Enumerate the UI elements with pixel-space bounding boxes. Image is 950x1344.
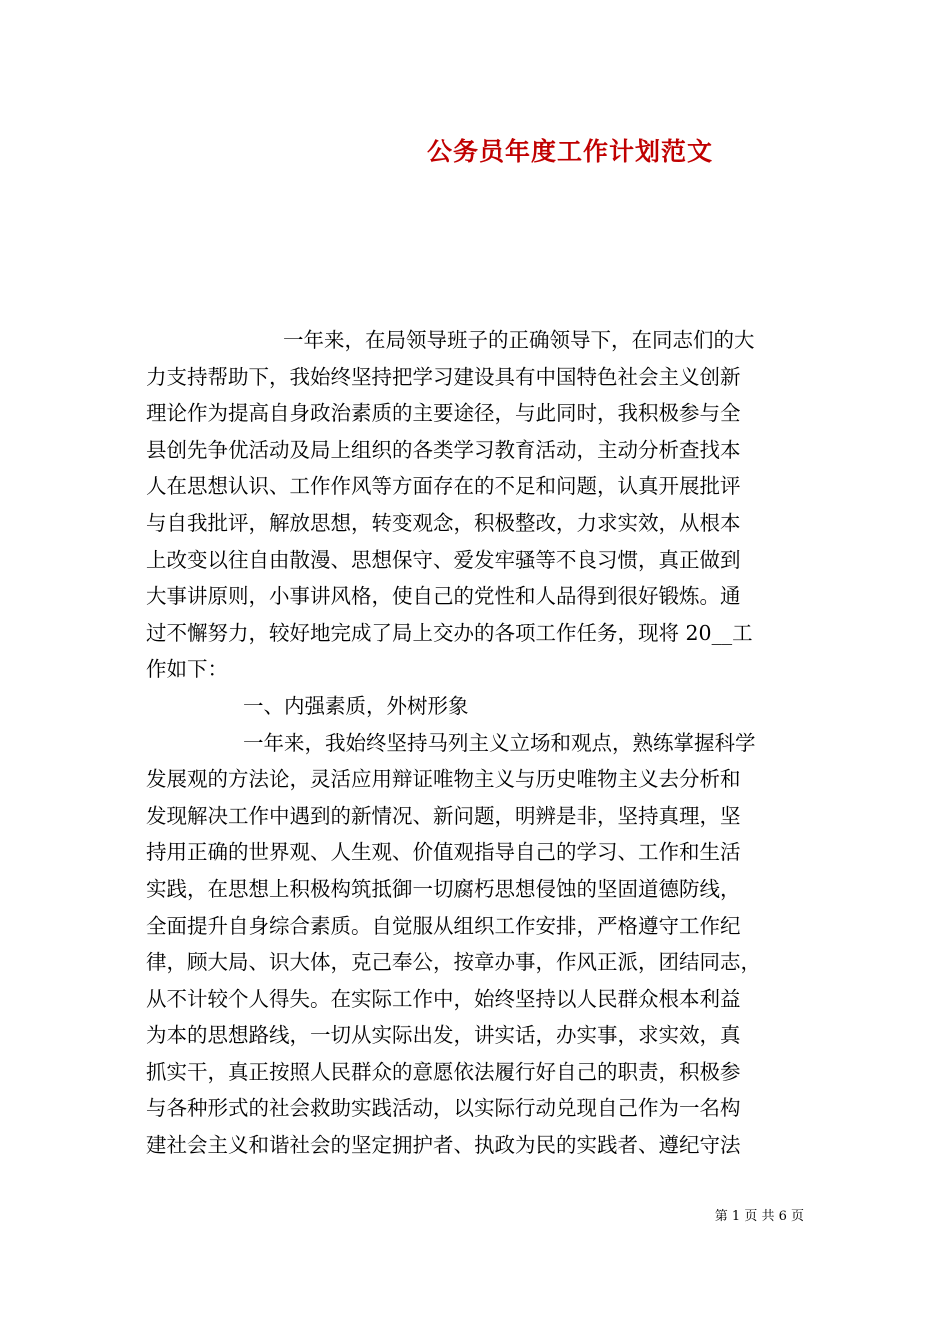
paragraph-line: 一年来，我始终坚持马列主义立场和观点，熟练掌握科学 [243, 730, 756, 755]
paragraph-line: 持用正确的世界观、人生观、价值观指导自己的学习、工作和生活 [146, 840, 741, 865]
page-number: 第 1 页 共 6 页 [714, 1209, 804, 1224]
paragraph-line: 与自我批评，解放思想，转变观念，积极整改，力求实效，从根本 [146, 510, 741, 535]
paragraph-line: 作如下： [146, 657, 228, 682]
document-body [146, 322, 806, 1164]
paragraph-line: 律，顾大局、识大体，克己奉公，按章办事，作风正派，团结同志， [146, 950, 761, 975]
paragraph-line: 一年来，在局领导班子的正确领导下，在同志们的大 [283, 328, 755, 352]
document-title: 公务员年度工作计划范文 [426, 137, 713, 166]
paragraph-line: 发现解决工作中遇到的新情况、新问题，明辨是非，坚持真理，坚 [146, 803, 741, 828]
paragraph-line: 人在思想认识、工作作风等方面存在的不足和问题，认真开展批评 [146, 474, 741, 499]
paragraph-line: 为本的思想路线，一切从实际出发，讲实话，办实事，求实效，真 [146, 1023, 741, 1048]
paragraph-line: 抓实干，真正按照人民群众的意愿依法履行好自己的职责，积极参 [146, 1059, 741, 1084]
paragraph-line: 建社会主义和谐社会的坚定拥护者、执政为民的实践者、遵纪守法 [146, 1133, 741, 1158]
paragraph-line: 全面提升自身综合素质。自觉服从组织工作安排，严格遵守工作纪 [146, 913, 741, 938]
paragraph-line: 从不计较个人得失。在实际工作中，始终坚持以人民群众根本利益 [146, 986, 741, 1011]
paragraph-line: 实践，在思想上积极构筑抵御一切腐朽思想侵蚀的坚固道德防线， [146, 876, 741, 901]
paragraph-line: 力支持帮助下，我始终坚持把学习建设具有中国特色社会主义创新 [146, 364, 741, 389]
paragraph-line: 大事讲原则，小事讲风格，使自己的党性和人品得到很好锻炼。通 [146, 584, 741, 609]
paragraph-line: 县创先争优活动及局上组织的各类学习教育活动，主动分析查找本 [146, 437, 741, 462]
paragraph-line: 发展观的方法论，灵活应用辩证唯物主义与历史唯物主义去分析和 [146, 767, 741, 792]
paragraph-line: 过不懈努力，较好地完成了局上交办的各项工作任务，现将 20__工 [146, 620, 753, 645]
section-heading: 一、内强素质，外树形象 [243, 693, 469, 718]
paragraph-line: 上改变以往自由散漫、思想保守、爱发牢骚等不良习惯，真正做到 [146, 547, 741, 572]
paragraph-line: 与各种形式的社会救助实践活动，以实际行动兑现自己作为一名构 [146, 1096, 741, 1121]
paragraph-line: 理论作为提高自身政治素质的主要途径，与此同时，我积极参与全 [146, 401, 741, 426]
